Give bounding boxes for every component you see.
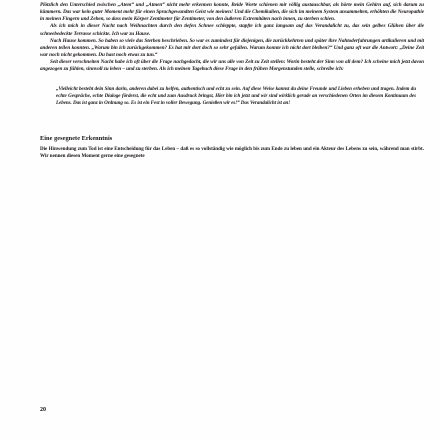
intro-paragraph-4: Seit dieser verschneiten Nacht habe ich oft über die Frage nachgedacht, die wir uns alle von Zeit zu Zeit stellen: Worin besteht der Sinn von all dem? Ich scheine mich jetzt davon angezogen zu fühlen, sinnvoll zu leben – und zu sterben. Als ich meinen Tagebuch diese Frage in den frühen Morgenstunden stelle, schreibe ich: xyxy=(40,59,424,73)
intro-paragraph-3: Nach Hause kommen. So haben so viele das Sterben beschrieben. So war es zumindest für diejenigen, die zurückkehrten und später ihre Nahtoderfahrungen artikulieren und mit anderen teilen konnten. „Warum bin ich zurückgekommen? Es hat mir dort doch so sehr gefallen. Warum konnte ich nicht dort bleiben?“ Und ganz oft war die Antwort: „Deine Zeit war noch nicht gekommen. Du hast noch etwas zu tun.“ xyxy=(40,37,424,59)
page-number: 20 xyxy=(40,407,46,413)
journal-quote xyxy=(40,86,424,107)
section-body: Die Hinwendung zum Tod ist eine Entscheidung für das Leben – daß es so vollständig wie möglich bis zum Ende zu leben und ein Akteur des Lebens zu sein, während man stirbt. Wir nennen diesen Moment gerne eine gesegnete xyxy=(40,145,424,159)
intro-paragraph-1: Plötzlich den Unterschied zwischen „Atem“ und „Atmen“ nicht mehr erkennen konnte, Beide Worte schienen mir völlig austauschbar, als hörte mein Gehirn auf, sich darum zu kümmern. Das war kein guter Moment mehr für einen Sprachgewandten Geist wie meinen! Und die Chemikalien, die sich im meinem System ansammelten, erhöhten die Neuropathie in meinen Fingern und Zehen, so dass mein Körper Zentimeter für Zentimeter, von den äußeren Extremitäten nach innen, zu sterben schien. xyxy=(40,2,424,23)
quote-paragraph: „Vielleicht besteht dein Sinn darin, anderen dabei zu helfen, authentisch und echt zu sein. Auf diese Weise kannst du deine Freunde und Lieben erheben und tragen. Indem du echte Gespräche, echte Dialoge förderst, die echt und zum Ausdruck bringst, Hier bin ich jetzt und wir sind wirklich gerade an verschiedenen Orten im diesem Kontinuum des Lebens. Das ist ganz in Ordnung so. Es ist ein Fest in voller Bewegung. Genießen wir es!“ Das Verandalicht ist an! xyxy=(56,85,416,106)
section-heading: Eine gesegnete Erkenntnis xyxy=(40,134,113,142)
intro-text xyxy=(40,2,424,74)
intro-paragraph-2: Als ich mich in dieser Nacht nach Weihnachten durch den tiefen Schnee schleppte, stapfte ich ganz langsam auf das Verandalicht zu, das sein gelbes Glühen über die schneebedeckte Terrasse schickte. Ich war zu Hause. xyxy=(40,23,424,37)
